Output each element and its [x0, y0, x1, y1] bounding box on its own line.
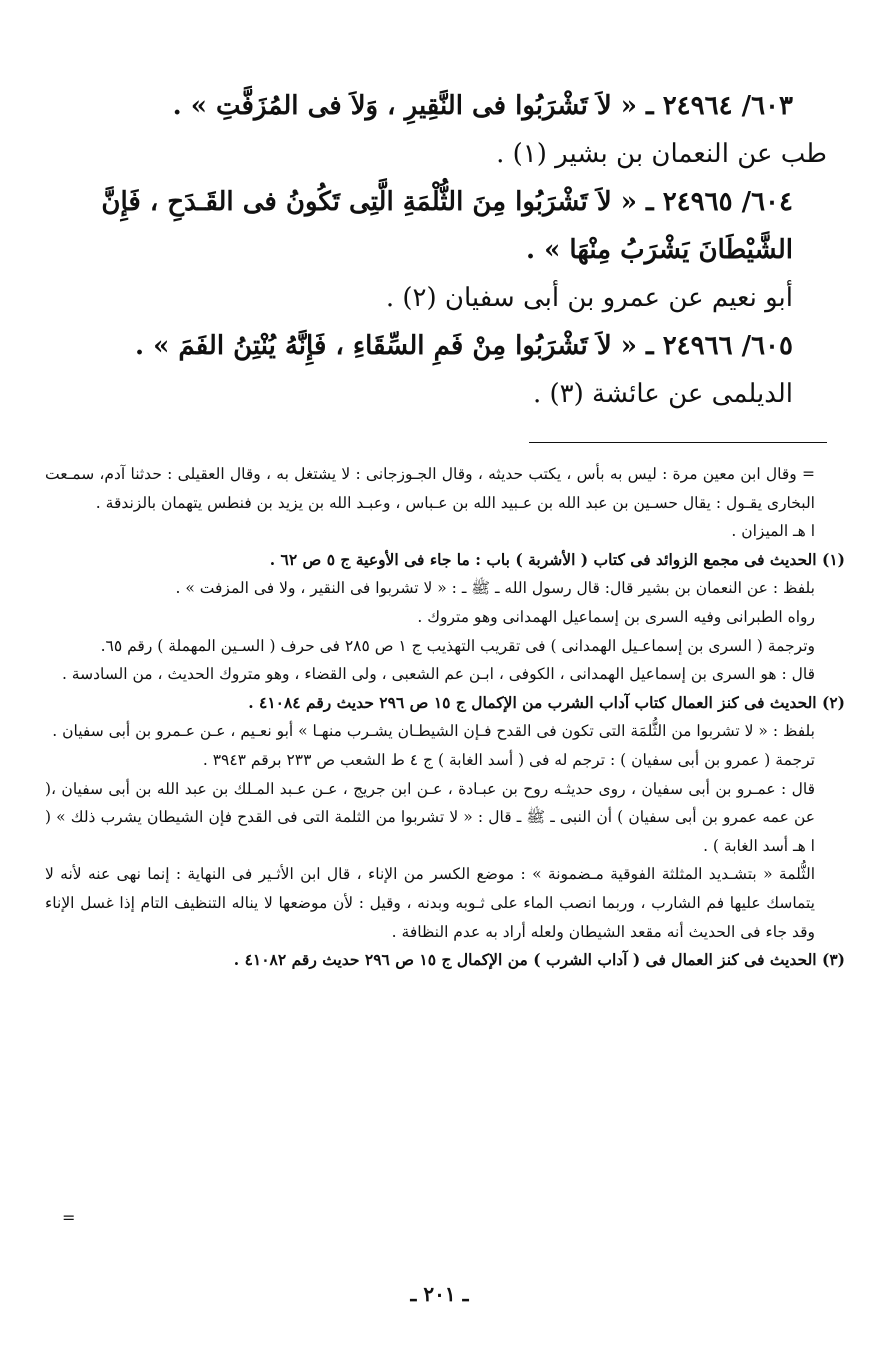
footnote-divider [529, 442, 827, 443]
footnote-2-biography: ترجمة ( عمرو بن أبى سفيان ) : ترجم له فى ( أسد الغابة ) ج ٤ ط الشعب ص ٢٣٣ برقم ٣٩٤٣ . [202, 750, 815, 769]
hadith-604-source: أبو نعيم عن عمرو بن أبى سفيان (٢) . [385, 283, 793, 313]
footnote-1-biography: وترجمة ( السرى بن إسماعـيل الهمدانى ) فى تقريب التهذيب ج ١ ص ٢٨٥ فى حرف ( السـين المهملة ) رقم ٦٥. [100, 636, 815, 655]
footnote-1-biography-text: قال : هو السرى بن إسماعيل الهمدانى ، الكوفى ، ابـن عم الشعبى ، ولى القضاء ، وهو متروك الحديث ، من السادسة . [61, 665, 815, 684]
footnote-3: (٣) الحديث فى كنز العمال فى ( آداب الشرب ) من الإكمال ج ١٥ ص ٢٩٦ حديث رقم ٤١٠٨٢ . [233, 950, 845, 970]
footnote-2-biography-text: قال : عمـرو بن أبى سفيان ، روى حديثـه روح بن عبـادة ، عـن ابن جريج ، عـن عـبد المـلك بن عبد الله بن أبى سفيان ،( عن عمه عمرو بن أبى سفيان ) أن النبى ـ ﷺ ـ قال : « لا تشربوا من الثلمة التى فى القدح فإن الشيطان يشرب ذلك » ( ا هـ أسد الغابة ) . [45, 779, 815, 855]
continuation-mark: = [62, 1208, 76, 1227]
footnote-2: (٢) الحديث فى كنز العمال كتاب آداب الشرب من الإكمال ج ١٥ ص ٢٩٦ حديث رقم ٤١٠٨٤ . [248, 692, 845, 712]
hadith-604: ٦٠٤/ ٢٤٩٦٥ ـ « لاَ تَشْرَبُوا مِنَ الثُّلْمَةِ الَّتِى تَكُونُ فى القَـدَحِ ، فَإِنَّ الشَّيْطَانَ يَشْرَبُ مِنْهَا » . [101, 187, 793, 265]
hadith-603-source: طب عن النعمان بن بشير (١) . [496, 139, 827, 169]
footnote-2-definition: الثُّلمة « بتشـديد المثلثة الفوقية مـضمونة » : موضع الكسر من الإناء ، قال ابن الأثـير فى النهاية : إنما نهى عنه لأنه لا يتماسك عليها فم الشارب ، وربما انصب الماء على ثـوبه وبدنه ، وقيل : لأن موضعها لا يناله التنظيف التام إذا غسل الإناء وقد جاء فى الحديث أنه مقعد الشيطان ولعله أراد به عدم النظافة . [45, 865, 815, 941]
footnote-source-ref: ا هـ الميزان . [731, 522, 815, 541]
footnote-1-narration: رواه الطبرانى وفيه السرى بن إسماعيل الهمدانى وهو متروك . [417, 607, 815, 626]
hadith-section [47, 82, 827, 418]
footnote-continuation: = وقال ابن معين مرة : ليس به بأس ، يكتب حديثه ، وقال الجـوزجانى : لا يشتغل به ، وقال العقيلى : حدثنا آدم، سمـعت البخارى يقـول : يقال حسـين بن عبد الله بن عـبيد الله بن عـباس ، وعبـد الله بن يزيد بن فنطس يتهمان بالزندقة . [45, 465, 815, 512]
footnote-1-wording: بلفظ : عن النعمان بن بشير قال: قال رسول الله ـ ﷺ ـ : « لا تشربوا فى النقير ، ولا فى المزفت » . [175, 579, 815, 598]
page-number: ـ ٢٠١ ـ [410, 1282, 469, 1306]
footnote-1: (١) الحديث فى مجمع الزوائد فى كتاب ( الأشربة ) باب : ما جاء فى الأوعية ج ٥ ص ٦٢ . [269, 549, 845, 569]
footnotes-section [45, 460, 845, 975]
hadith-603: ٦٠٣/ ٢٤٩٦٤ ـ « لاَ تَشْرَبُوا فى النَّقِيرِ ، وَلاَ فى المُزَفَّتِ » . [172, 91, 793, 121]
hadith-605: ٦٠٥/ ٢٤٩٦٦ ـ « لاَ تَشْرَبُوا مِنْ فَمِ السِّقَاءِ ، فَإِنَّهُ يُنْتِنُ الفَمَ » . [135, 331, 793, 361]
hadith-605-source: الديلمى عن عائشة (٣) . [532, 379, 793, 409]
footnote-2-wording: بلفظ : « لا تشربوا من الثُّلمَة التى تكون فى القدح فـإن الشيطـان يشـرب منهـا » أبو نعـيم ، عـن عـمرو بن أبى سفيان . [52, 722, 815, 741]
